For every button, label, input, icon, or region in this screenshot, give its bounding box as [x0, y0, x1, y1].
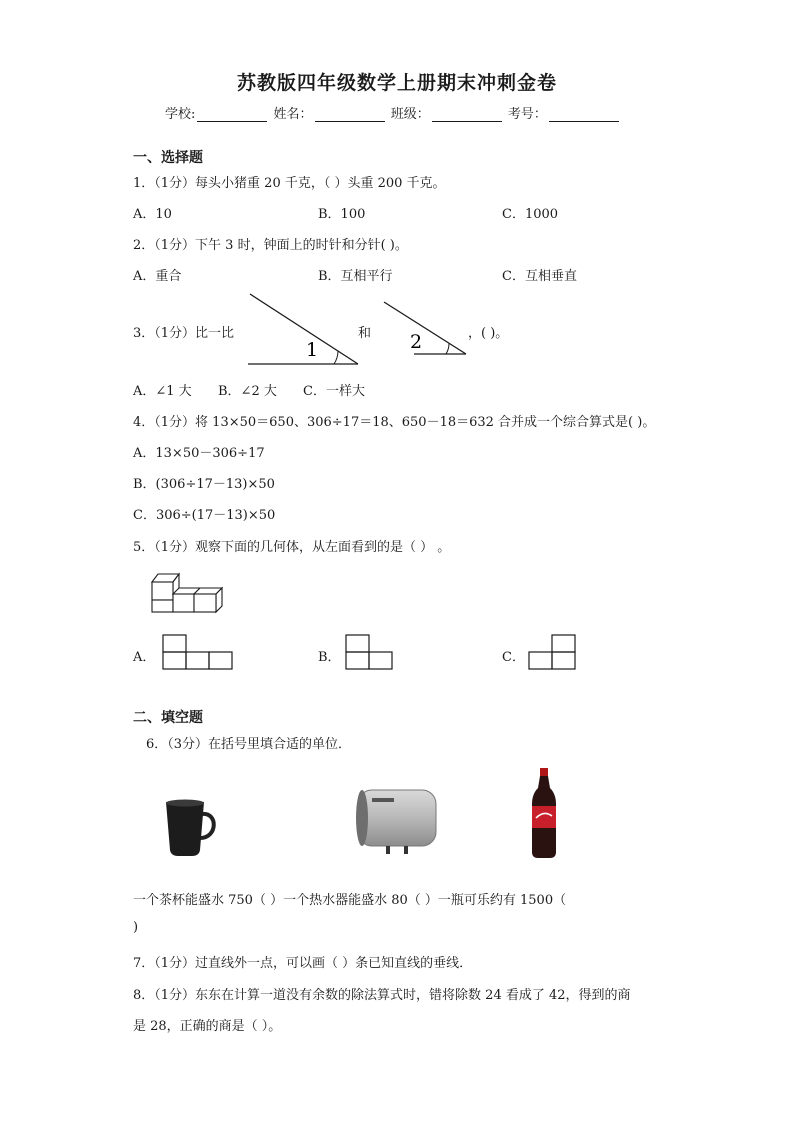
class-field[interactable] [432, 107, 502, 122]
q3-option-b[interactable]: B．∠2 大 [218, 384, 277, 399]
q5-option-b-view [345, 634, 395, 670]
number-label: 考号： [507, 107, 547, 122]
cola-bottle-image [528, 766, 560, 860]
q5-option-b[interactable]: B． [318, 650, 341, 665]
angle-2-label: 2 [410, 331, 423, 353]
q5-option-c[interactable]: C． [502, 650, 525, 665]
q4-option-c[interactable]: C．306÷(17－13)×50 [133, 508, 276, 523]
q1-option-b[interactable]: B．100 [318, 207, 366, 222]
number-field[interactable] [549, 107, 619, 122]
angle-1-figure [248, 294, 360, 366]
page-title: 苏教版四年级数学上册期末冲刺金卷 [236, 72, 557, 94]
q4-option-a[interactable]: A．13×50－306÷17 [133, 446, 265, 461]
q2-option-c[interactable]: C．互相垂直 [502, 269, 577, 284]
q4-option-b[interactable]: B．(306÷17－13)×50 [133, 477, 275, 492]
q3-option-c[interactable]: C．一样大 [303, 384, 365, 399]
question-3-suffix: ，( )。 [468, 326, 509, 341]
name-label: 姓名： [273, 107, 313, 122]
q5-option-a-view [162, 634, 234, 670]
question-3-prefix: 3．（1分）比一比 [133, 326, 235, 341]
section-choice-title: 一、选择题 [133, 150, 203, 166]
cup-image [162, 798, 218, 858]
question-5: 5．（1分）观察下面的几何体，从左面看到的是（ ） 。 [133, 540, 451, 555]
question-8-line1: 8．（1分）东东在计算一道没有余数的除法算式时，错将除数 24 看成了 42，得到的商 [133, 988, 631, 1003]
cube-solid-figure [150, 572, 230, 614]
q2-option-b[interactable]: B．互相平行 [318, 269, 393, 284]
q2-option-a[interactable]: A．重合 [133, 269, 182, 284]
question-4: 4．（1分）将 13×50＝650、306÷17＝18、650－18＝632 合并成一个综合算式是( )。 [133, 415, 656, 430]
question-6-close: ) [133, 920, 139, 935]
question-1: 1．（1分）每头小猪重 20 千克，（ ）头重 200 千克。 [133, 176, 446, 191]
name-field[interactable] [315, 107, 385, 122]
angle-1-label: 1 [306, 339, 319, 361]
question-2: 2．（1分）下午 3 时，钟面上的时针和分针( )。 [133, 238, 408, 253]
q5-option-c-view [528, 634, 578, 670]
student-info-line [165, 103, 621, 122]
q1-option-a[interactable]: A．10 [133, 207, 172, 222]
angle-2-figure [384, 302, 468, 356]
section-fill-title: 二、填空题 [133, 710, 203, 726]
water-heater-image [352, 784, 442, 856]
q3-option-a[interactable]: A．∠1 大 [133, 384, 192, 399]
school-field[interactable] [197, 107, 267, 122]
question-6: 6．（3分）在括号里填合适的单位． [146, 737, 352, 752]
q5-option-a[interactable]: A． [133, 650, 156, 665]
question-8-line2: 是 28，正确的商是（ ）。 [133, 1019, 282, 1034]
question-6-blanks: 一个茶杯能盛水 750（ ）一个热水器能盛水 80（ ）一瓶可乐约有 1500（ [133, 893, 567, 908]
question-3-and: 和 [358, 326, 372, 341]
q1-option-c[interactable]: C．1000 [502, 207, 559, 222]
class-label: 班级： [390, 107, 430, 122]
school-label: 学校: [165, 107, 196, 122]
question-7: 7．（1分）过直线外一点，可以画（ ）条已知直线的垂线． [133, 956, 473, 971]
